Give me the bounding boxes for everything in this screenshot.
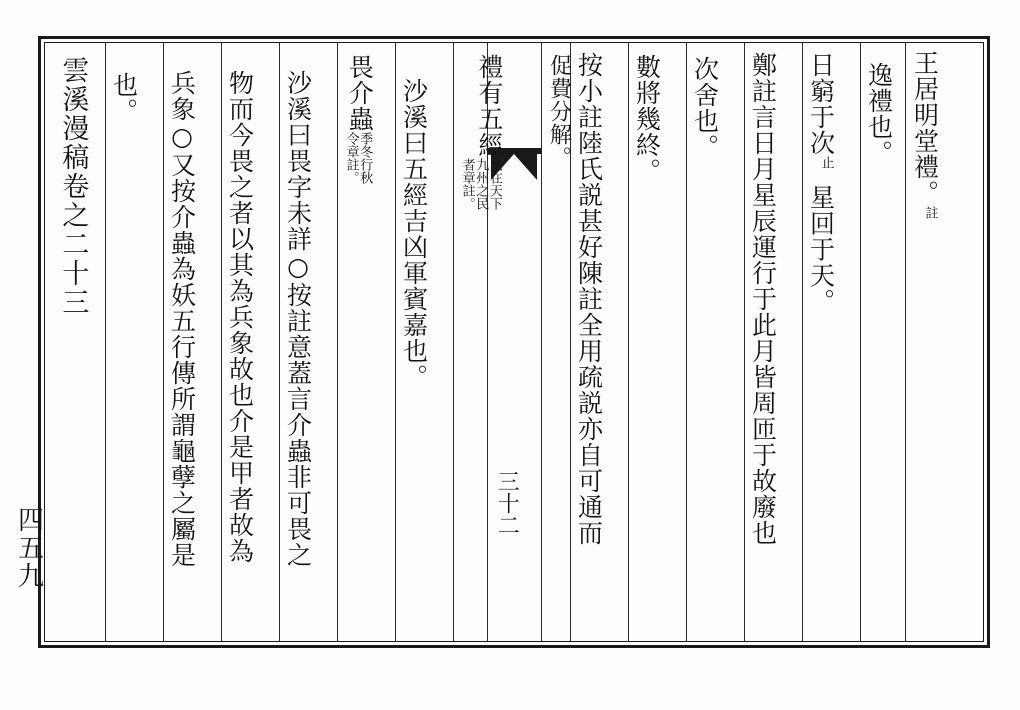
text-column-7: [576, 52, 602, 638]
folio-number: 三十二: [494, 470, 520, 536]
column-text: 鄭註言日月星辰運行于此月皆周匝于故廢也: [748, 52, 778, 546]
column-rule: [802, 43, 803, 641]
text-column-8: [546, 54, 572, 640]
column-text: 沙溪曰畏字未詳○按註意蓋言介蟲非可畏之: [283, 70, 313, 568]
text-column-15: [111, 72, 137, 658]
column-text-cont: 星回于天。: [806, 184, 836, 315]
column-text: 按小註陸氏説甚好陳註全用疏説亦自可通而: [574, 52, 604, 546]
inline-note-double: 凡在天下九州之民者章註。: [459, 158, 502, 210]
column-text: 兵象○又按介蟲為妖五行傳所謂龜孽之屬是: [167, 70, 197, 568]
column-text: 畏介蟲: [345, 54, 375, 132]
text-column-14: [169, 70, 195, 656]
column-rule: [221, 43, 222, 641]
column-rule: [453, 43, 454, 641]
column-text: 逸禮也。: [864, 62, 894, 166]
column-text: 促費分解。: [546, 54, 572, 169]
text-column-5: [692, 56, 718, 642]
column-text: 物而今畏之者以其為兵象故也介是甲者故為: [225, 70, 255, 564]
inline-note: 註: [922, 206, 938, 219]
column-text: 沙溪曰五經吉凶軍賓嘉也。: [399, 78, 429, 390]
text-column-12: [285, 70, 311, 656]
column-rule: [279, 43, 280, 641]
page-number: 四五九: [13, 506, 44, 590]
text-column-9: [459, 54, 502, 640]
text-column-4: [750, 52, 776, 638]
column-text: 王居明堂禮。: [910, 50, 940, 206]
text-column-2: [866, 62, 892, 648]
text-column-3: [808, 52, 834, 638]
text-column-10: [401, 78, 427, 664]
text-column-6: [634, 54, 660, 640]
text-column-1: [912, 50, 938, 636]
column-rule: [395, 43, 396, 641]
column-text: 數將幾終。: [632, 54, 662, 184]
column-text: 次舍也。: [690, 56, 720, 160]
column-rule: [337, 43, 338, 641]
inline-note: 止: [818, 156, 834, 169]
book-title: 雲溪漫稿卷之二十三: [57, 56, 89, 317]
inline-note-double: 季冬行秋令章註。: [343, 132, 373, 184]
column-rule: [860, 43, 861, 641]
text-column-13: [227, 70, 253, 656]
column-rule: [744, 43, 745, 641]
column-rule-center-left: [541, 43, 542, 641]
column-rule: [905, 43, 906, 641]
column-text: 日窮于次: [806, 52, 836, 156]
column-rule: [163, 43, 164, 641]
text-column-11: [343, 54, 375, 640]
column-text: 也。: [109, 72, 139, 124]
column-rule: [686, 43, 687, 641]
column-text: 禮有五經: [474, 54, 504, 158]
column-rule: [628, 43, 629, 641]
column-rule: [105, 43, 106, 641]
